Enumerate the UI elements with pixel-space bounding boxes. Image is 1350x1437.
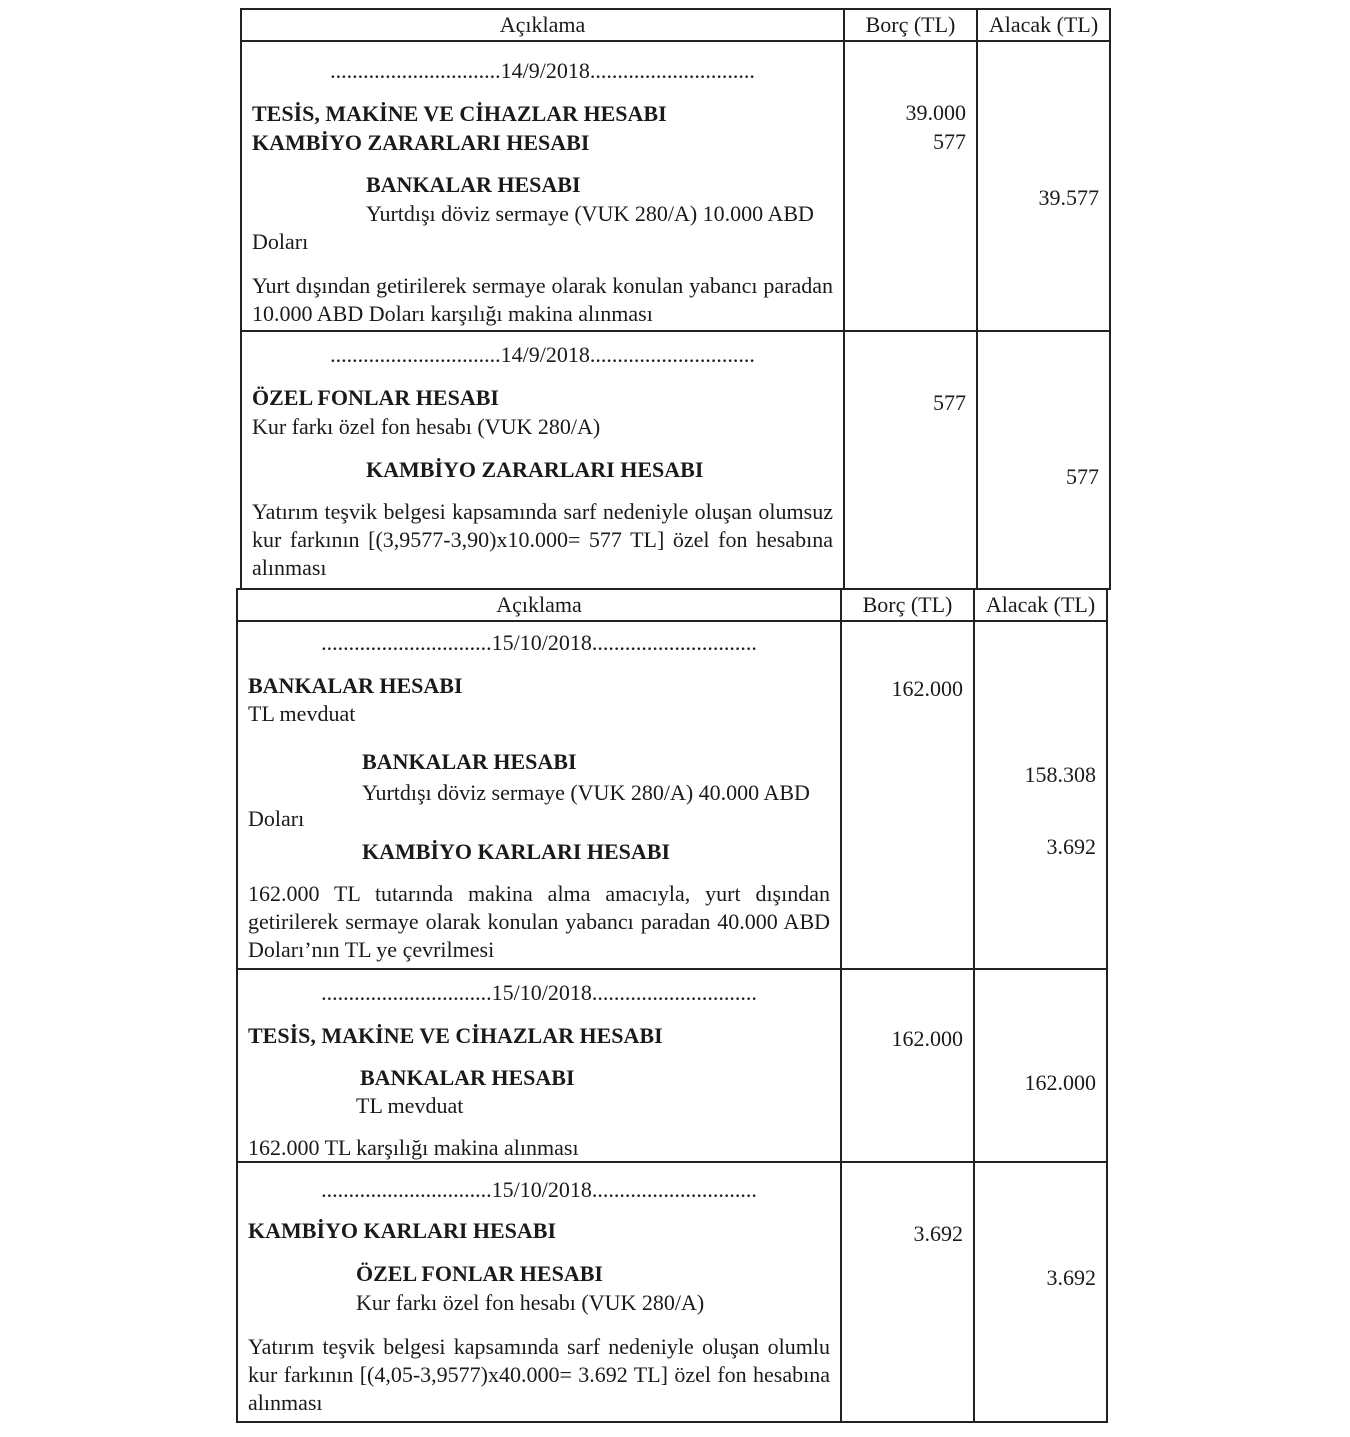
header-credit: Alacak (TL) (977, 10, 1109, 41)
entry-date: ...............................14/9/2018.............................. (330, 342, 755, 367)
debit-amount: 3.692 (913, 1221, 963, 1246)
table-header-row (238, 590, 1106, 621)
account-detail: Yurtdışı döviz sermaye (VUK 280/A) 10.000 ABD (366, 201, 814, 226)
account-detail: TL mevduat (356, 1093, 464, 1118)
credit-amount: 158.308 (1024, 762, 1096, 787)
debit-amount: 39.000 (905, 100, 966, 125)
journal-entry-2 (242, 331, 1109, 588)
account-detail: Doları (248, 806, 305, 831)
account-detail: Kur farkı özel fon hesabı (VUK 280/A) (252, 414, 601, 439)
journal-entry-3 (238, 621, 1106, 969)
debit-amount: 162.000 (891, 676, 963, 701)
header-description: Açıklama (242, 10, 844, 41)
entry-date: ...............................15/10/2018.............................. (321, 980, 757, 1005)
account-credit: KAMBİYO KARLARI HESABI (362, 839, 671, 864)
header-description: Açıklama (238, 590, 841, 621)
entry-date: ...............................15/10/2018.............................. (321, 1177, 757, 1202)
account-debit: KAMBİYO ZARARLARI HESABI (252, 130, 590, 155)
account-debit: ÖZEL FONLAR HESABI (252, 385, 499, 410)
account-detail: Yurtdışı döviz sermaye (VUK 280/A) 40.000 ABD (362, 780, 810, 805)
credit-amount: 162.000 (1024, 1070, 1096, 1095)
entry-description: 162.000 TL tutarında makina alma amacıyla, yurt dışından getirilerek sermaye olarak konulan yabancı paradan 40.000 ABD Doları’nın TL ye çevrilmesi (248, 881, 830, 962)
credit-amount: 3.692 (1046, 834, 1096, 859)
entry-date: ...............................14/9/2018.............................. (330, 58, 755, 83)
header-credit: Alacak (TL) (974, 590, 1106, 621)
credit-amount: 39.577 (1038, 185, 1099, 210)
table-header-row (242, 10, 1109, 41)
journal-table-2 (236, 588, 1108, 1423)
debit-amount: 577 (933, 390, 966, 415)
account-detail: Doları (252, 229, 309, 254)
journal-entry-1 (242, 41, 1109, 331)
entry-description: Yatırım teşvik belgesi kapsamında sarf nedeniyle oluşan olumsuz kur farkının [(3,9577-3,90)x10.000= 577 TL] özel fon hesabına alınması (252, 499, 833, 580)
account-credit: BANKALAR HESABI (360, 1065, 575, 1090)
account-credit: BANKALAR HESABI (366, 172, 581, 197)
header-debit: Borç (TL) (844, 10, 977, 41)
account-credit: BANKALAR HESABI (362, 749, 577, 774)
credit-amount: 3.692 (1046, 1265, 1096, 1290)
entry-description: Yurt dışından getirilerek sermaye olarak konulan yabancı paradan 10.000 ABD Doları karşılığı makina alınması (252, 273, 833, 326)
account-credit: KAMBİYO ZARARLARI HESABI (366, 457, 704, 482)
credit-amount: 577 (1066, 464, 1099, 489)
header-debit: Borç (TL) (841, 590, 974, 621)
account-debit: KAMBİYO KARLARI HESABI (248, 1218, 557, 1243)
account-debit: TESİS, MAKİNE VE CİHAZLAR HESABI (248, 1023, 663, 1048)
account-detail: TL mevduat (248, 701, 356, 726)
account-credit: ÖZEL FONLAR HESABI (356, 1261, 603, 1286)
journal-table-1 (240, 8, 1111, 590)
account-debit: TESİS, MAKİNE VE CİHAZLAR HESABI (252, 101, 667, 126)
entry-description: Yatırım teşvik belgesi kapsamında sarf nedeniyle oluşan olumlu kur farkının [(4,05-3,9577)x40.000= 3.692 TL] özel fon hesabına alınması (248, 1334, 830, 1415)
debit-amount: 577 (933, 129, 966, 154)
entry-date: ...............................15/10/2018.............................. (321, 630, 757, 655)
account-debit: BANKALAR HESABI (248, 673, 463, 698)
entry-description: 162.000 TL karşılığı makina alınması (248, 1135, 579, 1160)
account-detail: Kur farkı özel fon hesabı (VUK 280/A) (356, 1290, 705, 1315)
journal-entry-5 (238, 1162, 1106, 1421)
debit-amount: 162.000 (891, 1026, 963, 1051)
journal-entry-4 (238, 969, 1106, 1162)
